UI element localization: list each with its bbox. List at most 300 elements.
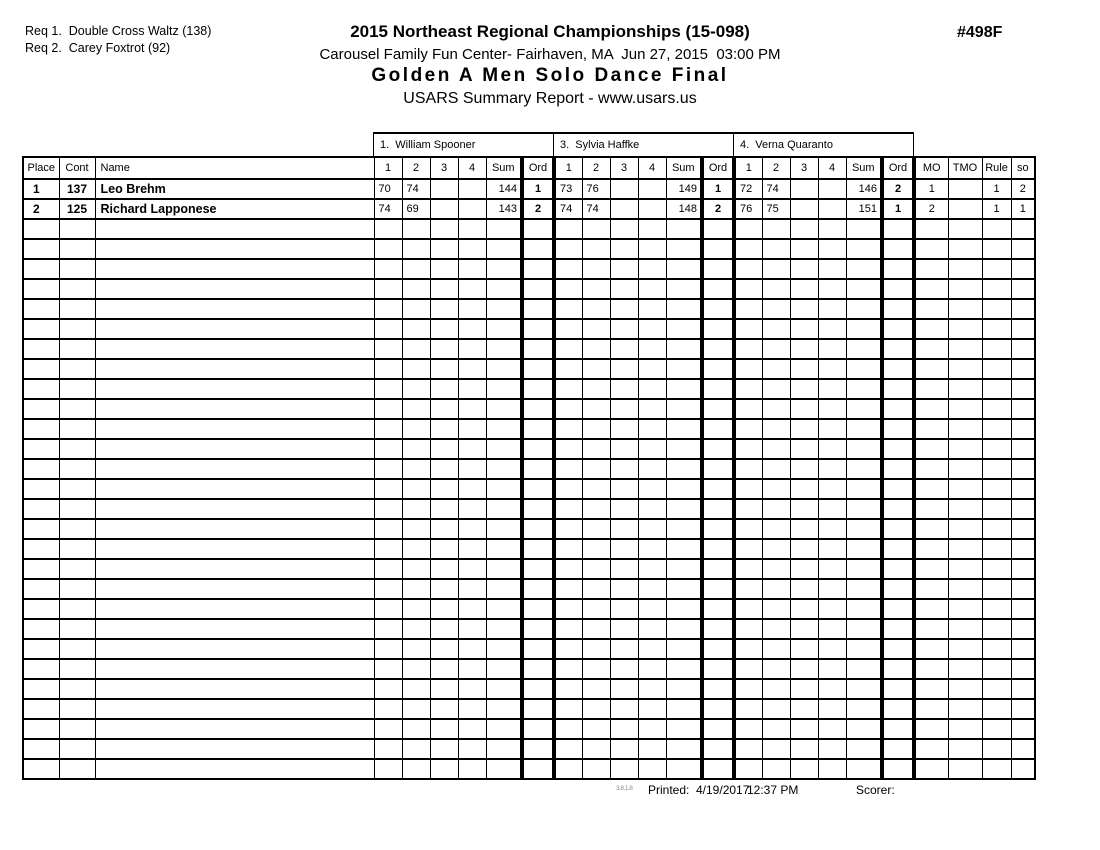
empty-cell [610, 699, 638, 719]
empty-cell [762, 239, 790, 259]
empty-cell [818, 419, 846, 439]
empty-row [23, 499, 1035, 519]
empty-cell [59, 679, 95, 699]
empty-cell [702, 459, 734, 479]
empty-cell [948, 719, 982, 739]
empty-cell [734, 659, 762, 679]
empty-cell [610, 419, 638, 439]
empty-cell [914, 499, 948, 519]
empty-cell [666, 219, 702, 239]
dance4-column-header: 4 [818, 157, 846, 179]
empty-cell [95, 739, 374, 759]
empty-cell [666, 519, 702, 539]
empty-cell [522, 619, 554, 639]
empty-cell [882, 699, 914, 719]
empty-cell [702, 619, 734, 639]
empty-cell [702, 359, 734, 379]
empty-cell [762, 699, 790, 719]
empty-cell [554, 439, 582, 459]
score-cell: 72 [734, 179, 762, 199]
empty-cell [582, 519, 610, 539]
empty-cell [486, 699, 522, 719]
empty-cell [23, 559, 59, 579]
empty-cell [846, 539, 882, 559]
empty-cell [95, 699, 374, 719]
empty-cell [610, 459, 638, 479]
empty-cell [95, 719, 374, 739]
empty-row [23, 659, 1035, 679]
empty-cell [95, 659, 374, 679]
sum-column-header: Sum [846, 157, 882, 179]
empty-cell [734, 479, 762, 499]
empty-cell [734, 339, 762, 359]
empty-cell [638, 299, 666, 319]
rule-cell: 1 [982, 179, 1011, 199]
empty-cell [882, 499, 914, 519]
empty-cell [374, 339, 402, 359]
empty-cell [522, 519, 554, 539]
empty-cell [95, 439, 374, 459]
empty-cell [638, 399, 666, 419]
empty-cell [914, 579, 948, 599]
empty-cell [458, 679, 486, 699]
empty-cell [846, 239, 882, 259]
empty-cell [95, 319, 374, 339]
empty-cell [374, 319, 402, 339]
empty-cell [790, 379, 818, 399]
empty-cell [762, 739, 790, 759]
empty-cell [734, 679, 762, 699]
empty-cell [522, 299, 554, 319]
empty-cell [59, 479, 95, 499]
empty-cell [59, 599, 95, 619]
empty-cell [948, 739, 982, 759]
judge-header-2: 3. Sylvia Haffke [553, 132, 734, 157]
empty-cell [666, 399, 702, 419]
empty-cell [948, 639, 982, 659]
empty-cell [818, 519, 846, 539]
ordinal-cell: 2 [882, 179, 914, 199]
empty-cell [1011, 439, 1035, 459]
score-cell [790, 199, 818, 219]
empty-cell [882, 219, 914, 239]
sum-cell: 151 [846, 199, 882, 219]
empty-cell [23, 479, 59, 499]
empty-cell [486, 759, 522, 779]
empty-cell [402, 559, 430, 579]
empty-cell [554, 379, 582, 399]
empty-cell [95, 599, 374, 619]
empty-cell [948, 479, 982, 499]
empty-cell [982, 339, 1011, 359]
ordinal-cell: 2 [522, 199, 554, 219]
tmo-cell [948, 179, 982, 199]
empty-cell [818, 459, 846, 479]
empty-cell [666, 739, 702, 759]
empty-cell [702, 539, 734, 559]
empty-cell [486, 439, 522, 459]
empty-cell [23, 699, 59, 719]
sum-cell: 148 [666, 199, 702, 219]
empty-cell [582, 399, 610, 419]
empty-cell [522, 419, 554, 439]
empty-cell [914, 679, 948, 699]
empty-cell [790, 559, 818, 579]
empty-cell [948, 279, 982, 299]
empty-cell [59, 739, 95, 759]
empty-cell [23, 499, 59, 519]
empty-cell [948, 679, 982, 699]
empty-cell [23, 219, 59, 239]
empty-cell [610, 319, 638, 339]
empty-cell [734, 359, 762, 379]
empty-cell [59, 659, 95, 679]
empty-cell [95, 239, 374, 259]
empty-cell [522, 579, 554, 599]
empty-cell [638, 359, 666, 379]
empty-cell [882, 679, 914, 699]
empty-cell [914, 439, 948, 459]
empty-cell [522, 319, 554, 339]
empty-cell [522, 479, 554, 499]
empty-row [23, 399, 1035, 419]
empty-cell [23, 519, 59, 539]
empty-cell [638, 239, 666, 259]
empty-cell [522, 219, 554, 239]
empty-cell [882, 539, 914, 559]
empty-cell [1011, 699, 1035, 719]
empty-cell [846, 479, 882, 499]
empty-cell [638, 579, 666, 599]
empty-cell [702, 739, 734, 759]
empty-cell [374, 499, 402, 519]
empty-cell [374, 419, 402, 439]
empty-cell [458, 359, 486, 379]
empty-cell [818, 719, 846, 739]
empty-cell [638, 539, 666, 559]
empty-cell [374, 599, 402, 619]
empty-cell [458, 559, 486, 579]
empty-cell [1011, 219, 1035, 239]
empty-cell [982, 439, 1011, 459]
empty-cell [882, 479, 914, 499]
empty-cell [59, 399, 95, 419]
empty-cell [95, 219, 374, 239]
empty-cell [914, 419, 948, 439]
results-table [22, 156, 1036, 780]
result-row [23, 179, 1035, 199]
place-cell: 2 [23, 199, 59, 219]
empty-cell [59, 699, 95, 719]
empty-cell [95, 279, 374, 299]
empty-cell [486, 639, 522, 659]
empty-cell [486, 219, 522, 239]
empty-cell [554, 479, 582, 499]
empty-cell [59, 559, 95, 579]
so-cell: 1 [1011, 199, 1035, 219]
championship-title: 2015 Northeast Regional Championships (15-098) [350, 22, 750, 41]
empty-cell [610, 739, 638, 759]
empty-cell [554, 539, 582, 559]
empty-cell [430, 759, 458, 779]
empty-cell [702, 659, 734, 679]
empty-cell [23, 639, 59, 659]
empty-cell [638, 519, 666, 539]
empty-cell [374, 559, 402, 579]
empty-cell [430, 739, 458, 759]
judge-header-3: 4. Verna Quaranto [733, 132, 914, 157]
empty-cell [790, 619, 818, 639]
empty-cell [882, 579, 914, 599]
empty-cell [914, 619, 948, 639]
empty-cell [702, 239, 734, 259]
empty-cell [1011, 359, 1035, 379]
empty-cell [522, 539, 554, 559]
empty-cell [522, 439, 554, 459]
empty-cell [734, 259, 762, 279]
empty-cell [486, 599, 522, 619]
empty-cell [982, 499, 1011, 519]
empty-cell [818, 439, 846, 459]
empty-cell [522, 379, 554, 399]
empty-cell [610, 399, 638, 419]
empty-cell [486, 239, 522, 259]
empty-cell [554, 519, 582, 539]
empty-row [23, 639, 1035, 659]
empty-cell [554, 699, 582, 719]
skater-name-cell: Richard Lapponese [95, 199, 374, 219]
score-cell [818, 199, 846, 219]
empty-cell [948, 519, 982, 539]
empty-cell [374, 239, 402, 259]
empty-row [23, 259, 1035, 279]
empty-cell [374, 479, 402, 499]
ordinal-cell: 1 [882, 199, 914, 219]
empty-cell [522, 639, 554, 659]
empty-cell [790, 659, 818, 679]
score-cell: 74 [554, 199, 582, 219]
empty-cell [402, 319, 430, 339]
empty-cell [59, 539, 95, 559]
empty-cell [882, 639, 914, 659]
empty-cell [914, 699, 948, 719]
empty-cell [1011, 739, 1035, 759]
score-cell [458, 199, 486, 219]
empty-cell [458, 519, 486, 539]
ordinal-cell: 1 [702, 179, 734, 199]
event-code: #498F [957, 24, 1003, 41]
so-cell: 2 [1011, 179, 1035, 199]
empty-cell [554, 419, 582, 439]
empty-cell [846, 299, 882, 319]
empty-cell [914, 539, 948, 559]
empty-cell [402, 379, 430, 399]
empty-cell [522, 259, 554, 279]
empty-cell [790, 679, 818, 699]
empty-cell [914, 239, 948, 259]
empty-cell [59, 499, 95, 519]
empty-cell [846, 419, 882, 439]
empty-cell [846, 679, 882, 699]
empty-cell [402, 239, 430, 259]
empty-cell [430, 299, 458, 319]
empty-cell [818, 739, 846, 759]
empty-row [23, 739, 1035, 759]
empty-cell [846, 759, 882, 779]
empty-cell [374, 459, 402, 479]
empty-cell [638, 459, 666, 479]
empty-cell [818, 619, 846, 639]
empty-cell [23, 719, 59, 739]
empty-cell [23, 419, 59, 439]
empty-cell [914, 759, 948, 779]
empty-cell [582, 499, 610, 519]
empty-cell [458, 619, 486, 639]
empty-cell [522, 459, 554, 479]
empty-cell [610, 519, 638, 539]
empty-cell [914, 319, 948, 339]
empty-cell [914, 479, 948, 499]
empty-cell [610, 619, 638, 639]
event-title: Golden A Men Solo Dance Final [371, 65, 729, 86]
empty-cell [818, 639, 846, 659]
empty-cell [762, 599, 790, 619]
empty-cell [914, 399, 948, 419]
empty-cell [734, 719, 762, 739]
empty-cell [374, 299, 402, 319]
sum-column-header: Sum [486, 157, 522, 179]
empty-cell [458, 639, 486, 659]
empty-cell [59, 379, 95, 399]
empty-cell [762, 379, 790, 399]
empty-cell [846, 579, 882, 599]
empty-row [23, 479, 1035, 499]
empty-cell [59, 219, 95, 239]
empty-cell [666, 439, 702, 459]
empty-cell [522, 559, 554, 579]
empty-cell [59, 419, 95, 439]
empty-cell [914, 659, 948, 679]
empty-cell [486, 319, 522, 339]
empty-cell [702, 699, 734, 719]
empty-cell [374, 679, 402, 699]
majority-ordinal-cell: 1 [914, 179, 948, 199]
empty-row [23, 299, 1035, 319]
empty-cell [818, 759, 846, 779]
empty-cell [402, 419, 430, 439]
empty-cell [1011, 259, 1035, 279]
empty-cell [638, 559, 666, 579]
empty-cell [486, 679, 522, 699]
empty-cell [948, 379, 982, 399]
empty-cell [95, 499, 374, 519]
rule-column-header: Rule [982, 157, 1011, 179]
empty-cell [734, 539, 762, 559]
empty-cell [430, 239, 458, 259]
empty-cell [402, 599, 430, 619]
empty-cell [554, 359, 582, 379]
empty-cell [486, 399, 522, 419]
empty-cell [702, 759, 734, 779]
empty-cell [790, 499, 818, 519]
empty-cell [982, 699, 1011, 719]
empty-cell [59, 719, 95, 739]
empty-cell [458, 739, 486, 759]
empty-cell [638, 419, 666, 439]
empty-cell [430, 639, 458, 659]
empty-cell [522, 339, 554, 359]
empty-cell [882, 299, 914, 319]
empty-cell [790, 399, 818, 419]
empty-cell [638, 479, 666, 499]
empty-cell [914, 219, 948, 239]
empty-cell [402, 579, 430, 599]
empty-cell [702, 419, 734, 439]
contestant-number-cell: 125 [59, 199, 95, 219]
venue-date-line: Carousel Family Fun Center- Fairhaven, MA Jun 27, 2015 03:00 PM [319, 46, 781, 63]
empty-cell [734, 279, 762, 299]
empty-cell [666, 319, 702, 339]
empty-cell [458, 719, 486, 739]
empty-cell [666, 379, 702, 399]
empty-cell [582, 539, 610, 559]
empty-cell [374, 379, 402, 399]
empty-cell [1011, 659, 1035, 679]
empty-cell [790, 359, 818, 379]
empty-cell [430, 279, 458, 299]
empty-cell [666, 579, 702, 599]
empty-cell [402, 519, 430, 539]
empty-cell [948, 459, 982, 479]
empty-cell [790, 699, 818, 719]
empty-cell [430, 379, 458, 399]
empty-cell [948, 339, 982, 359]
empty-cell [666, 539, 702, 559]
empty-cell [610, 599, 638, 619]
empty-cell [23, 439, 59, 459]
empty-cell [522, 719, 554, 739]
ord-column-header: Ord [702, 157, 734, 179]
empty-cell [948, 439, 982, 459]
empty-cell [402, 719, 430, 739]
empty-cell [402, 759, 430, 779]
sum-cell: 146 [846, 179, 882, 199]
empty-cell [522, 699, 554, 719]
empty-row [23, 359, 1035, 379]
empty-cell [638, 719, 666, 739]
empty-cell [818, 699, 846, 719]
empty-cell [374, 439, 402, 459]
empty-cell [522, 739, 554, 759]
empty-row [23, 699, 1035, 719]
empty-cell [762, 559, 790, 579]
empty-cell [522, 359, 554, 379]
score-cell: 74 [762, 179, 790, 199]
empty-cell [402, 359, 430, 379]
empty-cell [948, 299, 982, 319]
sum-column-header: Sum [666, 157, 702, 179]
dance1-column-header: 1 [554, 157, 582, 179]
empty-cell [914, 639, 948, 659]
empty-cell [554, 579, 582, 599]
empty-cell [762, 399, 790, 419]
empty-cell [374, 279, 402, 299]
score-cell [430, 199, 458, 219]
empty-cell [666, 499, 702, 519]
score-cell: 74 [402, 179, 430, 199]
empty-cell [1011, 579, 1035, 599]
score-cell: 73 [554, 179, 582, 199]
